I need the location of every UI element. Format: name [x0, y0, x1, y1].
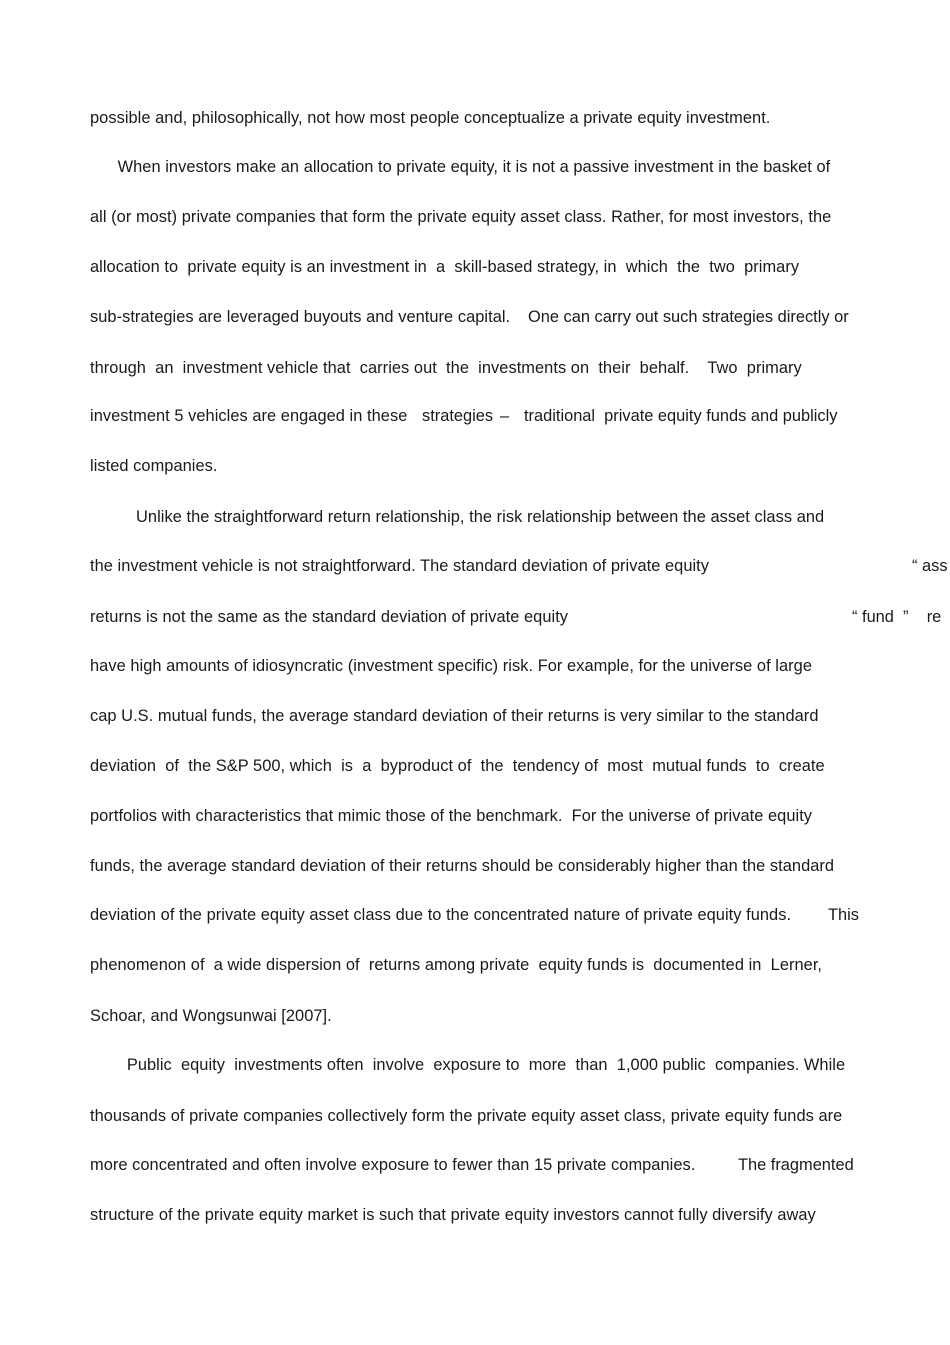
text-line: the investment vehicle is not straightforward. The standard deviation of private equity [90, 557, 710, 575]
text-line: sub-strategies are leveraged buyouts and venture capital. [90, 308, 511, 326]
text-line: Public equity investments often involve exposure to more than 1,000 public companies. While [90, 1056, 846, 1074]
text-line: cap U.S. mutual funds, the average standard deviation of their returns is very similar to the standard [90, 707, 819, 725]
text-line: Unlike the straightforward return relationship, the risk relationship between the asset class and [90, 508, 825, 526]
text-line: more concentrated and often involve exposure to fewer than 15 private companies. [90, 1156, 696, 1174]
text-line: allocation to private equity is an investment in a skill-based strategy, in which the two primary [90, 258, 800, 276]
text-fragment: strategies [422, 407, 494, 425]
text-line: structure of the private equity market is such that private equity investors cannot fully diversify away [90, 1206, 816, 1224]
text-line: When investors make an allocation to private equity, it is not a passive investment in the basket of [90, 158, 831, 176]
text-line: phenomenon of a wide dispersion of returns among private equity funds is documented in Lerner, [90, 956, 823, 974]
text-line: Schoar, and Wongsunwai [2007]. [90, 1007, 332, 1025]
text-line: investment 5 vehicles are engaged in these [90, 407, 408, 425]
text-line: returns is not the same as the standard deviation of private equity [90, 608, 569, 626]
text-line: thousands of private companies collectively form the private equity asset class, private equity funds are [90, 1107, 843, 1125]
text-line: portfolios with characteristics that mimic those of the benchmark. For the universe of private equity [90, 807, 813, 825]
text-fragment: traditional private equity funds and publicly [524, 407, 838, 425]
text-fragment: One can carry out such strategies directly or [528, 308, 849, 326]
text-fragment: The fragmented [738, 1156, 854, 1174]
text-line: through an investment vehicle that carries out the investments on their behalf. Two primary [90, 359, 802, 377]
text-fragment: – [500, 407, 510, 425]
text-fragment: “ ass [912, 557, 948, 575]
text-fragment: “ fund ” re [852, 608, 942, 626]
text-line: listed companies. [90, 457, 218, 475]
text-line: have high amounts of idiosyncratic (investment specific) risk. For example, for the universe of large [90, 657, 812, 675]
text-line: funds, the average standard deviation of their returns should be considerably higher than the standard [90, 857, 835, 875]
text-line: deviation of the S&P 500, which is a byproduct of the tendency of most mutual funds to create [90, 757, 825, 775]
text-line: possible and, philosophically, not how most people conceptualize a private equity investment. [90, 109, 771, 127]
text-line: deviation of the private equity asset class due to the concentrated nature of private equity funds. [90, 906, 792, 924]
text-line: all (or most) private companies that form the private equity asset class. Rather, for most investors, the [90, 208, 832, 226]
text-fragment: This [828, 906, 859, 924]
